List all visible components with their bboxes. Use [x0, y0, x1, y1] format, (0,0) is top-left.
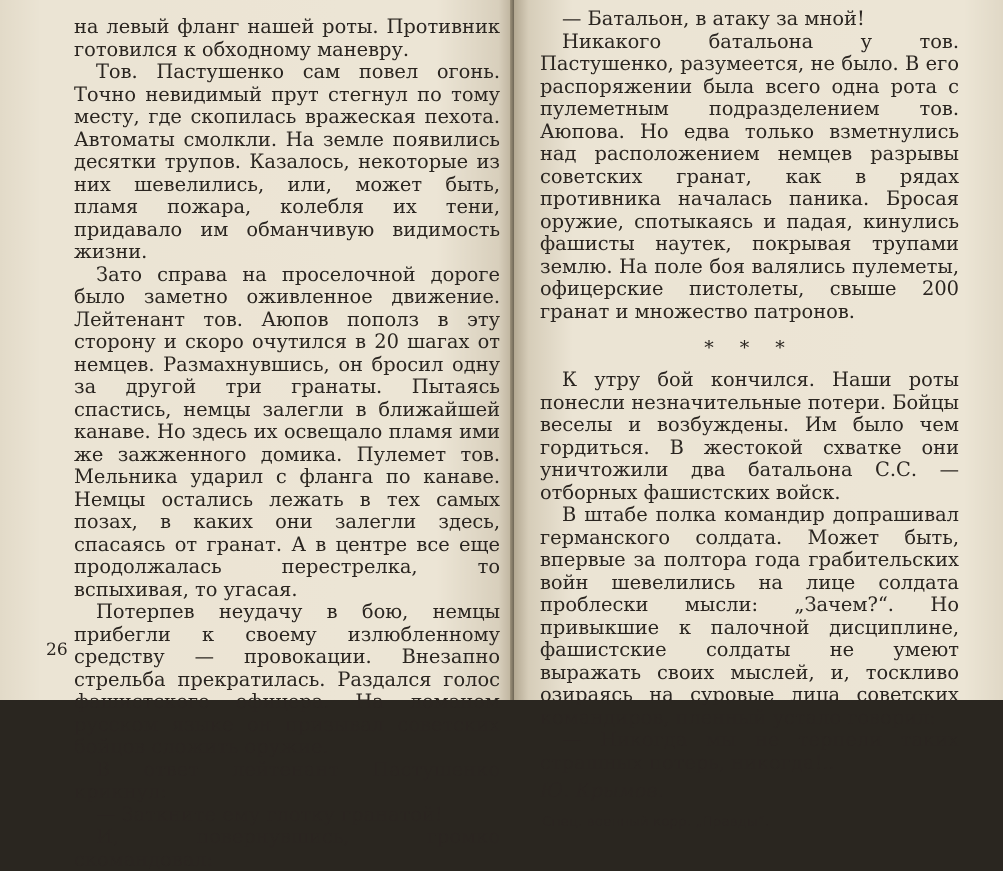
right-page-text-after	[540, 369, 959, 774]
left-page-text	[74, 16, 500, 871]
paragraph: на левый фланг нашей роты. Противник готовился к обходному маневру.	[74, 15, 500, 61]
right-page	[514, 0, 1003, 830]
author-attribution: Спец. военный корр. „Правды“.	[542, 813, 770, 830]
author-signature: Ю. Крымов.	[540, 779, 664, 802]
paragraph: — Батальон, в атаку за мной!	[562, 7, 865, 30]
paragraph: Потерпев неудачу в бою, немцы прибегли к своему излюбленному средству — провокации. Внезапно стрельба прекратилась. Раздался голос фашистского офицера. На ломаном русском языке он призывал советских бойцов сложить оружие.	[74, 600, 500, 758]
paragraph: Тов. Пастушенко сам повел огонь. Точно невидимый прут стегнул по тому месту, где скопилась вражеская пехота. Автоматы смолкли. На земле появились десятки трупов. Казалось, некоторые из них шевелились, или, может быть, пламя пожара, колебля их тени, придавало им обманчивую видимость жизни.	[74, 60, 500, 263]
paragraph: Зато справа на проселочной дороге было заметно оживленное движение. Лейтенант тов. Аюпов пополз в эту сторону и скоро очутился в 20 шагах от немцев. Размахнувшись, он бросил одну за другой три гранаты. Пытаясь спастись, немцы залегли в ближайшей канаве. Но здесь их освещало пламя ими же зажженного домика. Пулемет тов. Мельника ударил с фланга по канаве. Немцы остались лежать в тех самых позах, в каких они залегли здесь, спасаясь от гранат. А в центре все еще продолжалась перестрелка, то вспыхивая, то угасая.	[74, 262, 500, 601]
paragraph: В штабе полка командир допрашивал германского солдата. Может быть, впервые за полтора года грабительских войн шевелились на лице солдата проблески мысли: „Зачем?“. Но привыкшие к палочной дисциплине, фашистские солдаты не умеют выражать своих мыслей, и, тоскливо озираясь на суровые лица советских командиров, пленный устало говорил:	[540, 503, 959, 729]
paragraph: Никакого батальона у тов. Пастушенко, разумеется, не было. В его распоряжении была всего одна рота с пулеметным подразделением тов. Аюпова. Но едва только взметнулись над расположением немцев разрывы советских гранат, как в рядах противника началась паника. Бросая оружие, спотыкаясь и падая, кинулись фашисты наутек, покрывая трупами землю. На поле боя валялись пулеметы, офицерские пистолеты, свыше 200 гранат и множество патронов.	[540, 29, 959, 323]
paragraph: В ответ лейтенант Пастушенко крикнул:	[74, 757, 500, 803]
paragraph: И, повернувшись, громко скомандовал:	[74, 825, 500, 871]
paragraph: — Никогда мы не терпели таких страшных потерь, никогда!..	[540, 728, 959, 774]
right-page-text-before	[540, 8, 959, 323]
section-separator: * * *	[704, 337, 795, 359]
paragraph: — Заткните ему глотку гранатой!	[96, 802, 443, 826]
page-number: 26	[46, 640, 68, 660]
paragraph: К утру бой кончился. Наши роты понесли незначительные потери. Бойцы веселы и возбуждены. Им было чем гордиться. В жестокой схватке они уничтожили два батальона С.С. — отборных фашистских войск.	[540, 368, 959, 504]
